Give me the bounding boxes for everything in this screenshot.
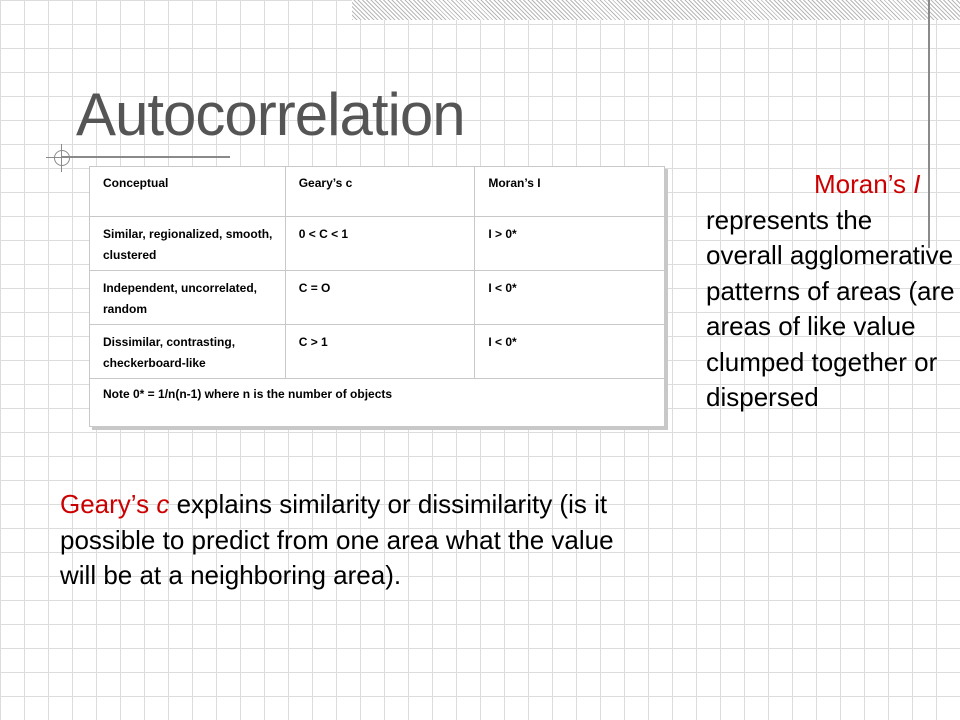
morans-body: represents the overall agglomerative patterns of areas (are areas of like value clumped together or dispersed: [706, 204, 955, 412]
morans-term: Moran’s: [814, 169, 907, 199]
table-cell: Dissimilar, contrasting, checkerboard-like: [90, 325, 286, 379]
autocorrelation-table: [89, 166, 665, 427]
gearys-term: Geary’s: [60, 489, 150, 519]
gearys-c-description: [60, 487, 620, 594]
decorative-hatch-band: [352, 0, 960, 20]
table-row: [90, 271, 665, 325]
table-header-row: [90, 167, 665, 217]
slide-title: Autocorrelation: [76, 81, 465, 148]
morans-symbol: I: [913, 169, 921, 199]
table-row: [90, 217, 665, 271]
table-cell: C > 1: [285, 325, 475, 379]
table-note-row: [90, 379, 665, 427]
header-morans-i: Moran’s I: [475, 167, 665, 217]
table-cell: I > 0*: [475, 217, 665, 271]
table-cell: I < 0*: [475, 325, 665, 379]
table-cell: 0 < C < 1: [285, 217, 475, 271]
header-gearys-c: Geary’s c: [285, 167, 475, 217]
gearys-body: explains similarity or dissimilarity (is it possible to predict from one area what the value will be at a neighboring area).: [60, 489, 614, 590]
title-underline: [62, 156, 230, 158]
gearys-symbol: c: [156, 489, 170, 519]
header-conceptual: Conceptual: [90, 167, 286, 217]
morans-i-description: [706, 167, 956, 416]
table-note: Note 0* = 1/n(n-1) where n is the number of objects: [90, 379, 665, 427]
table-cell: Similar, regionalized, smooth, clustered: [90, 217, 286, 271]
corner-ring-ornament: [54, 150, 70, 166]
table-cell: I < 0*: [475, 271, 665, 325]
comparison-table: [89, 166, 665, 427]
table-row: [90, 325, 665, 379]
table-cell: Independent, uncorrelated, random: [90, 271, 286, 325]
table-cell: C = O: [285, 271, 475, 325]
